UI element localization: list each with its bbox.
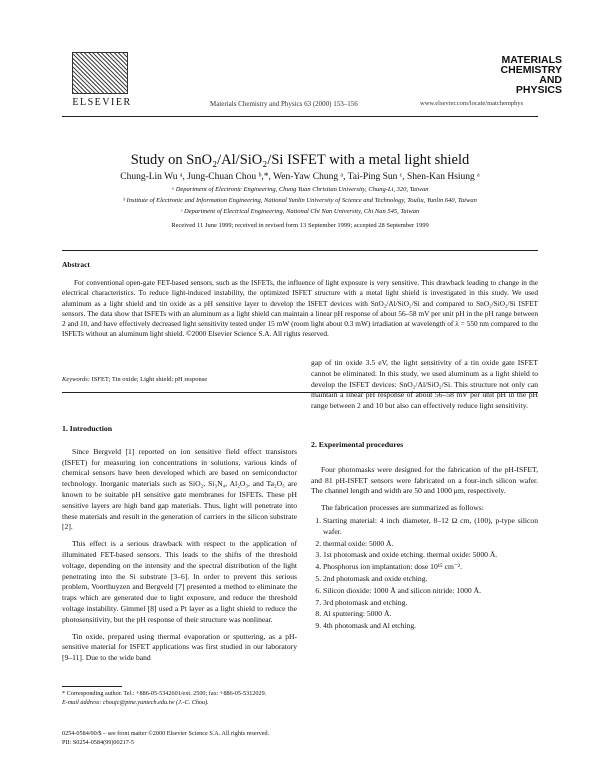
right-column	[311, 358, 538, 633]
journal-reference: Materials Chemistry and Physics 63 (2000) 153–156	[210, 100, 358, 108]
list-item: 8. Al sputtering: 5000 Å.	[323, 609, 538, 620]
elsevier-logo	[62, 52, 142, 108]
journal-url[interactable]: www.elsevier.com/locate/matchemphys	[420, 100, 524, 107]
list-item: 3. 1st photomask and oxide etching. thermal oxide: 5000 Å.	[323, 550, 538, 561]
affiliation-b: ᵇ Institute of Electronic and Information Engineering, National Yunlin University of Science and Technology, Touliu, Yunlin 640, Taiwan	[123, 197, 477, 204]
experimental-paragraph-2: The fabrication processes are summarized as follows:	[321, 503, 484, 513]
abstract-text: For conventional open-gate FET-based sensors, such as the ISFETs, the influence of light exposure is very sensitive. This drawback leading to change in the electrical characteristics. To reduce light-induced instability, the optimized ISFET structure with a metal light shield is investigated in this study. We used aluminum as a light shield and tin oxide as a pH sensitive layer to develop the ISFET devices with SnO₂/Al/SiO₂/Si and compared to SnO₂/SiO₂/Si ISFET sensors. The data show that ISFETs with an aluminum as a light shield can maintain a linear pH response of about 56–58 mV per unit pH in the pH range between 2 and 10, and have effectively decreased light sensitivity tested under 15 mW (room light about 0.3 mW) irradiation at wavelength of λ = 550 nm compared to the ISFETs without an aluminum light shield. ©2000 Elsevier Science S.A. All rights reserved.	[62, 278, 538, 339]
list-item: 1. Starting material: 4 inch diameter, 8–12 Ω cm, (100), p-type silicon wafer.	[323, 516, 538, 538]
experimental-paragraph-1: Four photomasks were designed for the fabrication of the pH-ISFET, and 81 pH-ISFET sensors were fabricated on a four-inch silicon wafer. The channel length and width are 50 and 1000 μm, respectively.	[311, 464, 538, 496]
corresponding-author: * Corresponding author. Tel.: +886-05-5342601/ext. 2500; fax: +886-05-5312029.	[62, 690, 267, 697]
keywords-list: ISFET; Tin oxide; Light shield; pH response	[91, 376, 208, 383]
introduction-heading: 1. Introduction	[62, 424, 113, 433]
experimental-heading: 2. Experimental procedures	[311, 439, 404, 449]
copyright-line: 0254-0584/00/$ – see front matter ©2000 Elsevier Science S.A. All rights reserved.	[62, 730, 270, 737]
email-address: E-mail address: choujc@pine.yuntech.edu.tw (J.-C. Chou).	[62, 698, 209, 706]
tree-emblem-icon	[72, 52, 128, 94]
list-item: 6. Silicon dioxide: 1000 Å and silicon nitride: 1000 Å.	[323, 586, 538, 597]
abstract-heading: Abstract	[62, 260, 90, 269]
keywords-label: Keywords:	[62, 376, 90, 383]
journal-logo: MATERIALS CHEMISTRY AND PHYSICS	[500, 54, 562, 96]
abstract-top-rule	[62, 250, 538, 251]
intro-continued: gap of tin oxide 3.5 eV, the light sensitivity of a tin oxide gate ISFET cannot be eliminated. In this study, we used aluminum as a light shield to develop the ISFET devices: SnO₂/Al/SiO₂/Si. This structure not only can maintain a linear pH response of about 56–58 mV per unit pH in the pH range between 2 and 10 but also can effectively reduce light sensitivity.	[311, 358, 538, 411]
footnote-rule	[62, 686, 122, 687]
author-list: Chung-Lin Wu ᵃ, Jung-Chuan Chou ᵇ,*, Wen-Yaw Chung ᵃ, Tai-Ping Sun ᶜ, Shen-Kan Hsiung ᵃ	[120, 172, 480, 182]
left-column	[62, 424, 297, 670]
affiliation-c: ᶜ Department of Electrical Engineering, National Chi Nan University, Chi Nan 545, Taiwan	[180, 208, 420, 215]
list-item: 7. 3rd photomask and etching.	[323, 598, 538, 609]
intro-paragraph-1: Since Bergveld [1] reported on ion sensitive field effect transistors (ISFET) for measuring ion concentrations in solutions, various kinds of chemical sensors have been developed which are based on semiconductor technology. Inorganic materials such as SiO₂, Si₃N₄, Al₂O₃, and Ta₂O₅ are known to be suitable pH sensitive gate membranes for ISFETs. These pH sensitive layers are high band gap materials. Thus, light will penetrate into these materials and result in the generation of carriers in the silicon substrate [2].	[62, 446, 297, 532]
article-title: Study on SnO₂/Al/SiO₂/Si ISFET with a metal light shield	[130, 152, 470, 168]
affiliation-a: ᵃ Department of Electronic Engineering, Chung Yuan Christian University, Chung-Li, 320, Taiwan	[171, 186, 429, 193]
list-item: 4. Phosphorus ion implantation: dose 10¹⁵ cm⁻².	[323, 562, 538, 573]
fabrication-steps	[311, 516, 538, 632]
list-item: 2. thermal oxide: 5000 Å.	[323, 539, 538, 550]
publisher-name: ELSEVIER	[72, 97, 132, 108]
footnote	[62, 690, 297, 707]
pii-line: PII: S0254-0584(99)00217-5	[62, 738, 135, 746]
intro-paragraph-2: This effect is a serious drawback with respect to the application of illuminated FET-based sensors. This leads to the shifts of the threshold voltage, depending on the intensity and the spectral distribution of the light penetrating into the Si substrate [3–6]. In order to prevent this serious problem, Voorthuyzen and Bergveld [7] presented a method to eliminate the traps which are generated due to light exposure, and reduce the threshold voltage instability. Gimmel [8] used a Pt layer as a light shield to reduce the photosensitivity, but the pH response of their structure was nonlinear.	[62, 539, 297, 624]
list-item: 9. 4th photomask and Al etching.	[323, 621, 538, 632]
keywords	[62, 376, 207, 383]
received-dates: Received 11 June 1999; received in revised form 13 September 1999; accepted 28 September 1999	[171, 222, 429, 229]
header-rule	[62, 116, 538, 117]
copyright-block	[62, 730, 269, 747]
intro-paragraph-3: Tin oxide, prepared using thermal evaporation or sputtering, as a pH-sensitive material for ISFET applications was first studied in our laboratory [9–11]. Due to the wide band	[62, 631, 297, 663]
list-item: 5. 2nd photomask and oxide etching.	[323, 574, 538, 585]
